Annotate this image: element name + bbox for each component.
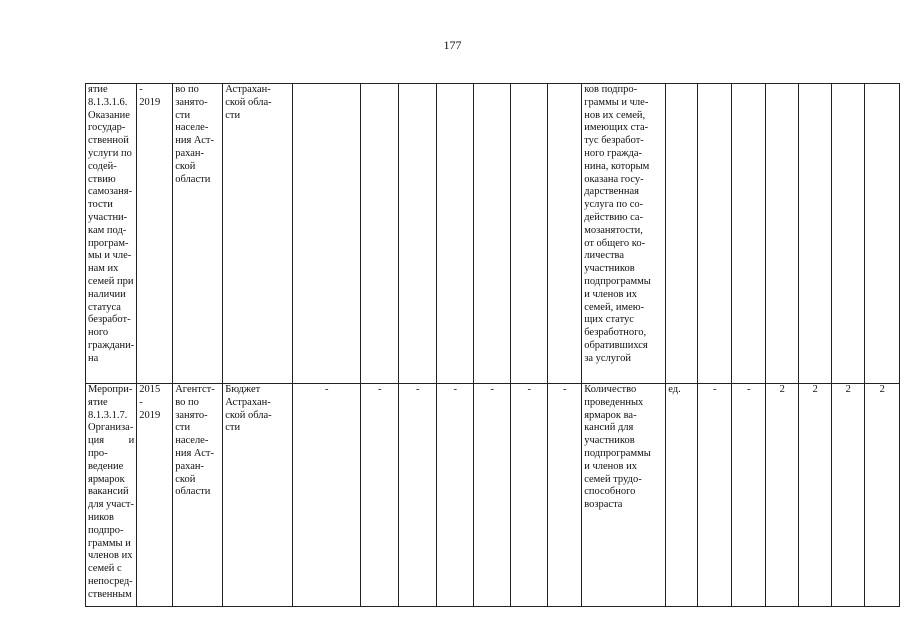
funding-cell: - [474,384,511,607]
page-number: 177 [443,38,462,52]
funding-cell: - [437,384,474,607]
value-cell [766,84,799,384]
funding-cell: - [361,384,399,607]
value-cell: 2 [799,384,832,607]
value-cell [732,84,766,384]
funding-cell: - [511,384,548,607]
value-cell: - [698,384,732,607]
funding-cell: - [293,384,361,607]
funding-cell [548,84,582,384]
activity-name-cell: Меропри- ятие 8.1.3.1.7. Организа- ция и про- ведение ярмарок вакансий для участ- ников подпро- граммы и членов их семей с непосред- ственным [86,384,137,607]
funding-cell [511,84,548,384]
value-cell [865,84,900,384]
activity-name-cell: ятие 8.1.3.1.6. Оказание государ- ственной услуги по содей- ствию самозаня- тости участни- кам под- програм- мы и чле- нам их семей при наличии статуса безработ- ного граждани- на [86,84,137,384]
funding-cell [399,84,437,384]
value-cell [799,84,832,384]
value-cell: 2 [832,384,865,607]
funding-source-cell: Бюджет Астрахан- ской обла- сти [223,384,293,607]
period-cell: - 2019 [137,84,173,384]
funding-cell [361,84,399,384]
funding-cell: - [399,384,437,607]
value-cell [698,84,732,384]
program-table [85,83,900,607]
executor-cell: Агентст- во по занято- сти населе- ния Аст- рахан- ской области [173,384,223,607]
executor-cell: во по занято- сти населе- ния Аст- рахан- ской области [173,84,223,384]
funding-cell [293,84,361,384]
funding-cell [437,84,474,384]
funding-cell: - [548,384,582,607]
value-cell: 2 [766,384,799,607]
table-row [86,84,900,384]
unit-cell: ед. [666,384,698,607]
value-cell: 2 [865,384,900,607]
period-cell: 2015 - 2019 [137,384,173,607]
indicator-cell: ков подпро- граммы и чле- нов их семей, имеющих ста- тус безработ- ного гражда- нина, которым оказана госу- дарственная услуга по со- действию са- мозанятости, от общего ко- личества участников подпрограммы и членов их семей, имею- щих статус безработного, обратившихся за услугой [582,84,666,384]
table-row [86,384,900,607]
funding-cell [474,84,511,384]
funding-source-cell: Астрахан- ской обла- сти [223,84,293,384]
value-cell [832,84,865,384]
unit-cell [666,84,698,384]
value-cell: - [732,384,766,607]
indicator-cell: Количество проведенных ярмарок ва- кансий для участников подпрограммы и членов их семей трудо- способного возраста [582,384,666,607]
